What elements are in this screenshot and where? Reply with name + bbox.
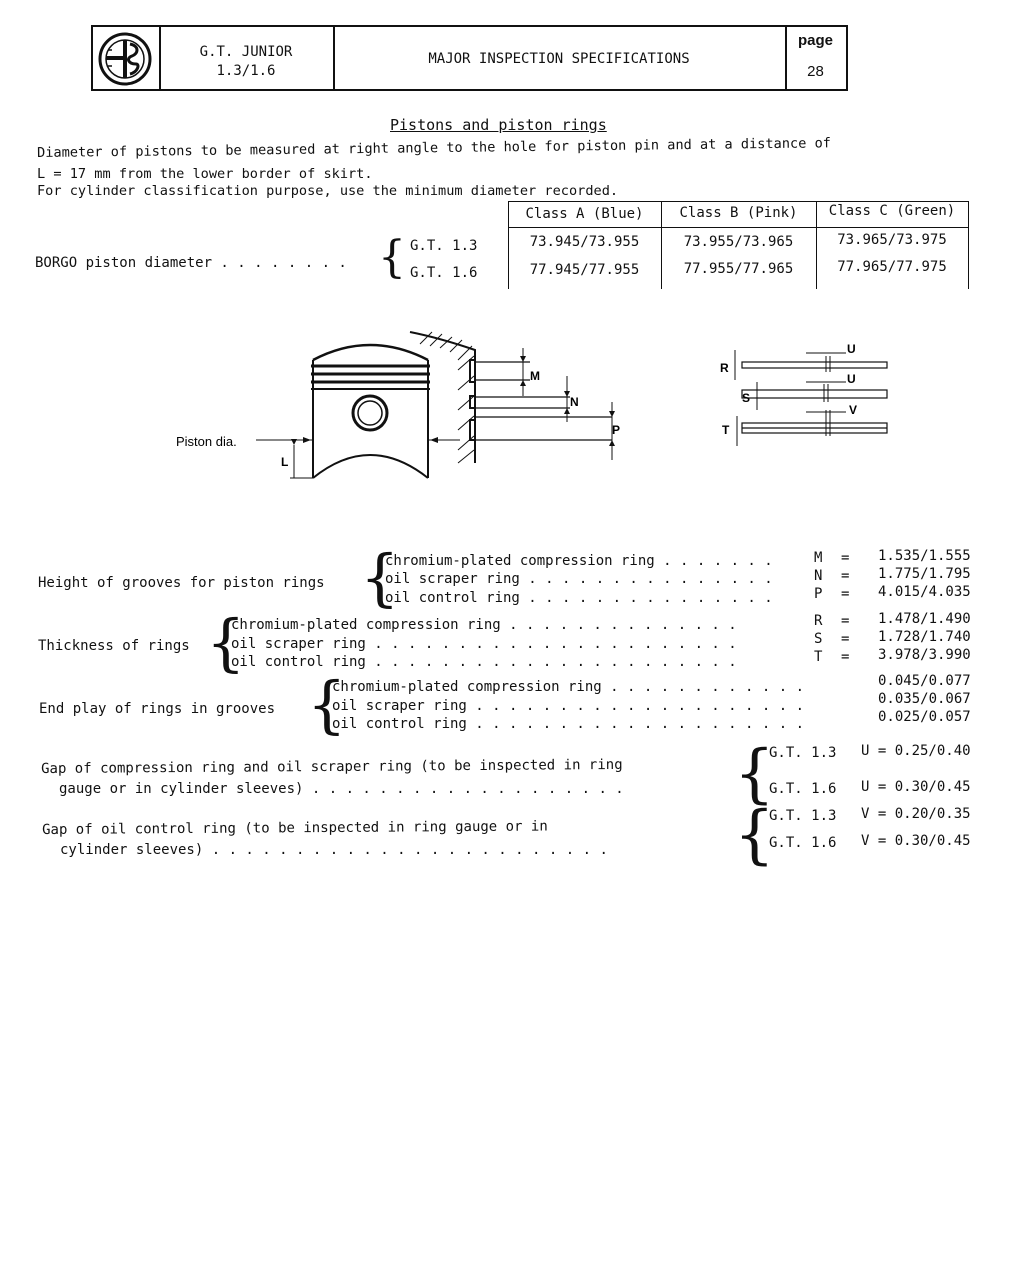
piston-class-table xyxy=(508,201,969,289)
spec-symbol: R xyxy=(814,613,823,629)
gap-model: G.T. 1.3 xyxy=(769,808,837,824)
spec-text: oil control ring . . . . . . . . . . . . . . . . . . . . xyxy=(332,716,805,732)
spec-symbol: N xyxy=(814,568,823,584)
spec-text: oil scraper ring . . . . . . . . . . . . . . . xyxy=(385,571,773,587)
gap-compression-line-1: Gap of compression ring and oil scraper ring (to be inspected in ring xyxy=(41,756,623,777)
alfa-romeo-logo-icon xyxy=(94,28,156,90)
table-cell: 77.945/77.955 xyxy=(529,262,640,278)
diagram-label-r: R xyxy=(720,361,729,375)
diagram-label-t: T xyxy=(722,423,730,437)
column-header-class-a: Class A (Blue) xyxy=(525,206,644,222)
spec-eq: = xyxy=(841,586,850,602)
spec-eq: = xyxy=(841,550,850,566)
diagram-label-u2: U xyxy=(847,372,856,386)
brace: { xyxy=(734,737,775,811)
table-cell: 77.955/77.965 xyxy=(683,261,794,277)
spec-symbol: S xyxy=(814,631,823,647)
spec-value: 3.978/3.990 xyxy=(878,647,971,663)
brace: { xyxy=(734,798,775,872)
gap-oil-line-1: Gap of oil control ring (to be inspected in ring gauge or in xyxy=(42,818,548,838)
spec-value: 0.025/0.057 xyxy=(878,709,971,725)
diagram-label-s: S xyxy=(742,391,751,405)
spec-symbol: M xyxy=(814,550,823,566)
intro-line-2: L = 17 mm from the lower border of skirt. xyxy=(37,166,373,182)
spec-text: chromium-plated compression ring . . . . . . . . . . . . . . xyxy=(231,617,737,633)
logo-cell xyxy=(93,27,161,89)
thickness-label: Thickness of rings xyxy=(38,638,190,654)
spec-value: 1.535/1.555 xyxy=(878,548,971,564)
piston-diameter-label: BORGO piston diameter . . . . . . . . xyxy=(35,255,347,271)
table-cell: 77.965/77.975 xyxy=(837,259,947,275)
header-box xyxy=(91,25,848,91)
table-cell: 73.945/73.955 xyxy=(529,234,640,250)
diagram-label-m: M xyxy=(530,369,540,383)
table-cell: 73.955/73.965 xyxy=(683,234,794,250)
gap-value: U = 0.25/0.40 xyxy=(861,743,971,759)
spec-value: 0.045/0.077 xyxy=(878,673,971,689)
spec-text: oil scraper ring . . . . . . . . . . . . . . . . . . . . . . xyxy=(231,636,737,652)
diagram-label-l: L xyxy=(281,455,289,469)
spec-eq: = xyxy=(841,613,850,629)
brace: { xyxy=(307,668,347,741)
gap-model: G.T. 1.6 xyxy=(769,781,837,797)
brace: { xyxy=(206,606,246,679)
table-cell: 73.965/73.975 xyxy=(837,232,947,248)
diagram-label-n: N xyxy=(570,395,579,409)
spec-eq: = xyxy=(841,631,850,647)
spec-text: chromium-plated compression ring . . . . . . . xyxy=(385,553,773,569)
model-name: G.T. JUNIOR xyxy=(199,44,293,60)
page-cell xyxy=(785,27,846,89)
diagram-label-v: V xyxy=(849,403,858,417)
intro-line-3: For cylinder classification purpose, use the minimum diameter recorded. xyxy=(37,183,619,199)
spec-value: 4.015/4.035 xyxy=(878,584,971,600)
spec-value: 1.775/1.795 xyxy=(878,566,971,582)
spec-eq: = xyxy=(841,649,850,665)
page-label: page xyxy=(797,32,833,49)
endplay-label: End play of rings in grooves xyxy=(39,701,276,717)
spec-eq: = xyxy=(841,568,850,584)
piston-dia-label: Piston dia. xyxy=(176,434,237,449)
gap-compression-line-2: gauge or in cylinder sleeves) . . . . . . . . . . . . . . . . . . . xyxy=(59,781,624,797)
gap-value: V = 0.20/0.35 xyxy=(861,806,971,822)
spec-text: oil control ring . . . . . . . . . . . . . . . . . . . . . . xyxy=(231,654,737,670)
diagram-label-u1: U xyxy=(847,342,856,356)
gap-model: G.T. 1.6 xyxy=(769,835,837,851)
table-model-gt16: G.T. 1.6 xyxy=(410,265,478,281)
spec-text: oil control ring . . . . . . . . . . . . . . . xyxy=(385,590,773,606)
table-model-gt13: G.T. 1.3 xyxy=(410,238,478,254)
spec-symbol: P xyxy=(814,586,823,602)
column-header-class-c: Class C (Green) xyxy=(828,203,956,219)
intro-line-1: Diameter of pistons to be measured at right angle to the hole for piston pin and at a distance of xyxy=(37,135,832,161)
page-title: MAJOR INSPECTION SPECIFICATIONS xyxy=(428,51,690,67)
title-cell xyxy=(333,27,787,89)
spec-value: 1.478/1.490 xyxy=(878,611,971,627)
gap-oil-line-2: cylinder sleeves) . . . . . . . . . . . . . . . . . . . . . . . . xyxy=(60,842,608,858)
piston-diagram xyxy=(0,320,1024,520)
spec-value: 1.728/1.740 xyxy=(878,629,971,645)
model-cell xyxy=(159,27,335,89)
grooves-label: Height of grooves for piston rings xyxy=(38,575,325,591)
spec-value: 0.035/0.067 xyxy=(878,691,971,707)
brace: { xyxy=(360,541,400,614)
spec-text: oil scraper ring . . . . . . . . . . . . . . . . . . . . xyxy=(332,698,805,714)
diagram-label-p: P xyxy=(612,423,621,437)
column-header-class-b: Class B (Pink) xyxy=(679,205,798,221)
gap-value: U = 0.30/0.45 xyxy=(861,779,971,795)
gap-value: V = 0.30/0.45 xyxy=(861,833,971,849)
spec-symbol: T xyxy=(814,649,823,665)
spec-text: chromium-plated compression ring . . . . . . . . . . . . xyxy=(332,679,805,695)
section-title: Pistons and piston rings xyxy=(390,116,607,134)
brace: { xyxy=(378,232,406,283)
page-number: 28 xyxy=(807,63,824,80)
model-engines: 1.3/1.6 xyxy=(216,63,276,79)
gap-model: G.T. 1.3 xyxy=(769,745,837,761)
